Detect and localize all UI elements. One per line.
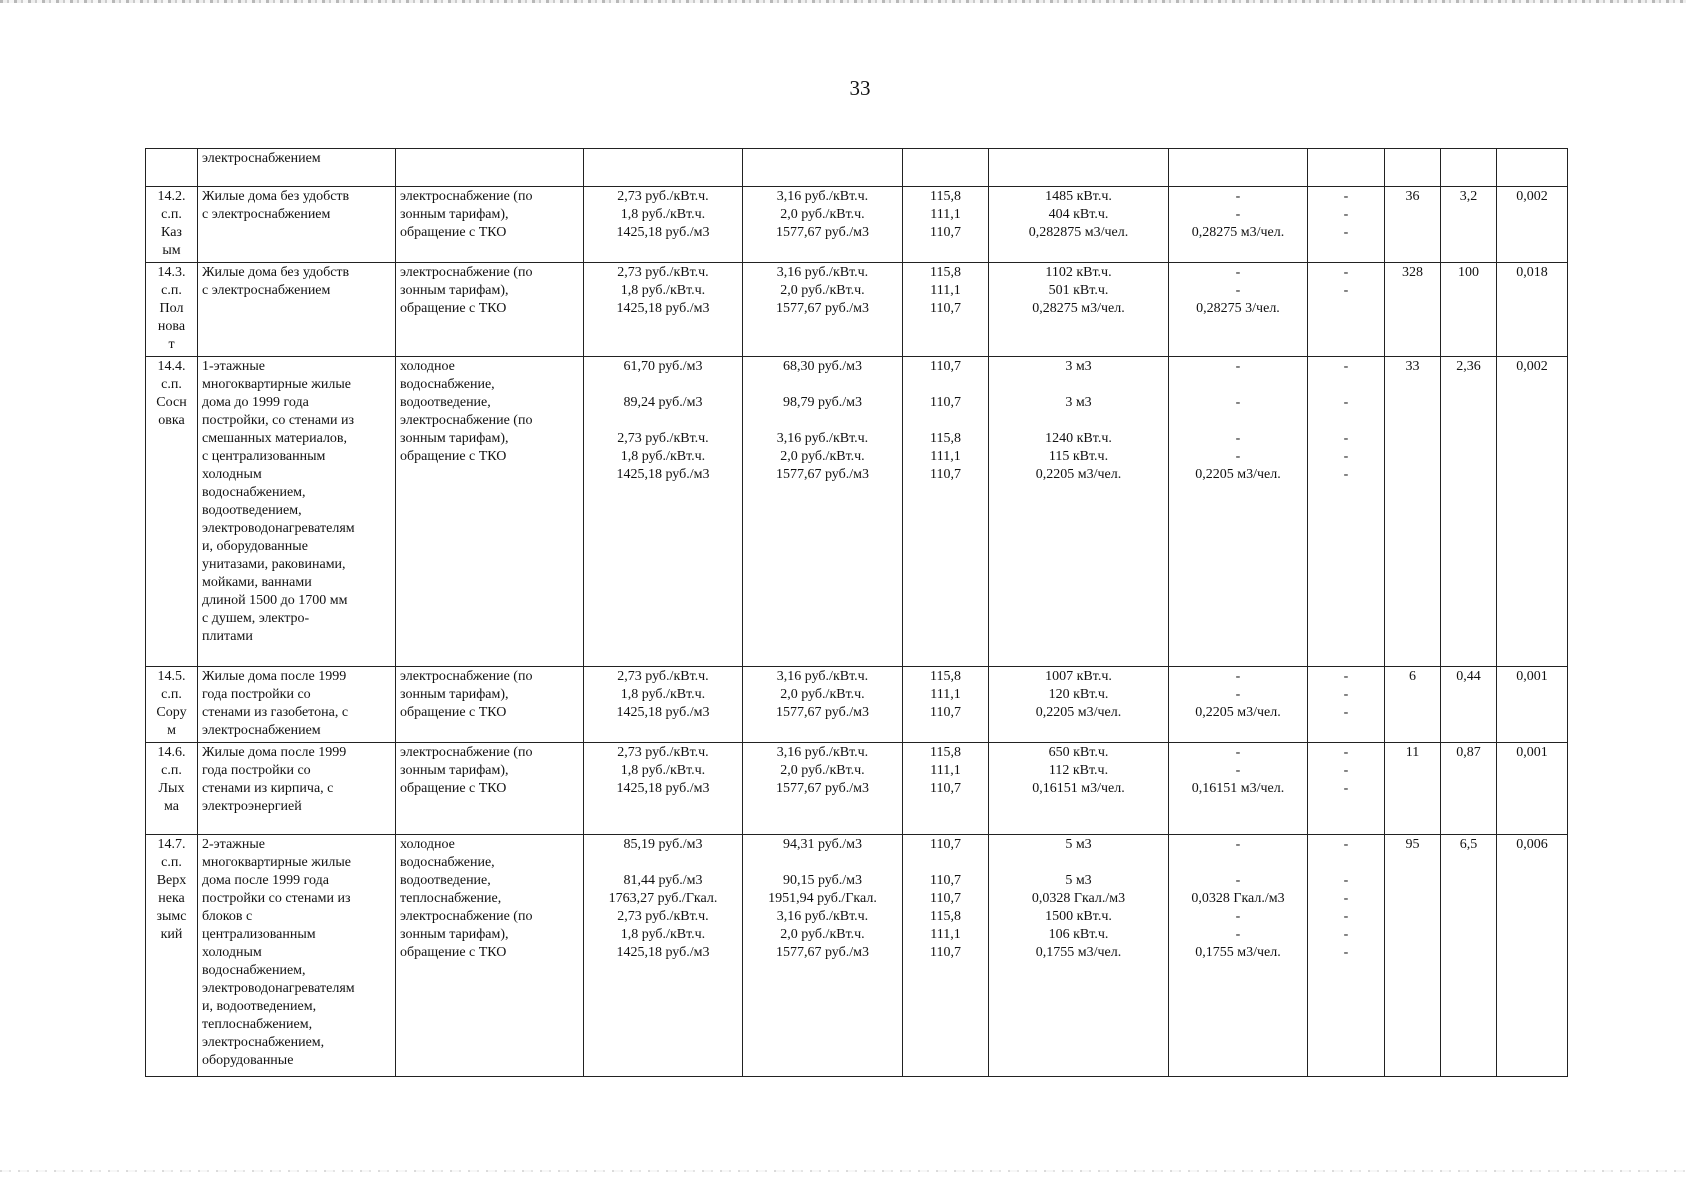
dash-cell: - - -: [1308, 667, 1385, 743]
tariff-new-cell: 94,31 руб./м3 90,15 руб./м3 1951,94 руб./Гкал. 3,16 руб./кВт.ч. 2,0 руб./кВт.ч. 1577,67 руб./м3: [743, 835, 903, 1077]
consumption-norm-alt-cell: - - 0,28275 м3/чел.: [1169, 187, 1308, 263]
index-cell: 115,8 111,1 110,7: [903, 187, 989, 263]
dash-cell: - - - - - -: [1308, 835, 1385, 1077]
tariff-new-cell: 3,16 руб./кВт.ч. 2,0 руб./кВт.ч. 1577,67 руб./м3: [743, 263, 903, 357]
share-cell: 0,006: [1497, 835, 1568, 1077]
consumption-norm-cell: 5 м3 5 м3 0,0328 Гкал./м3 1500 кВт.ч. 106 кВт.ч. 0,1755 м3/чел.: [989, 835, 1169, 1077]
consumption-norm-cell: [989, 149, 1169, 187]
amount-cell: 6,5: [1441, 835, 1497, 1077]
scan-edge-bottom: [0, 1170, 1686, 1172]
people-count-cell: 33: [1385, 357, 1441, 667]
tariff-current-cell: [584, 149, 743, 187]
consumption-norm-cell: 1102 кВт.ч. 501 кВт.ч. 0,28275 м3/чел.: [989, 263, 1169, 357]
utility-services-cell: электроснабжение (по зонным тарифам), обращение с ТКО: [396, 667, 584, 743]
housing-category-cell: электроснабжением: [198, 149, 396, 187]
amount-cell: 100: [1441, 263, 1497, 357]
people-count-cell: 6: [1385, 667, 1441, 743]
consumption-norm-alt-cell: - - 0,0328 Гкал./м3 - - 0,1755 м3/чел.: [1169, 835, 1308, 1077]
row-number-cell: 14.6. с.п. Лых ма: [146, 743, 198, 835]
row-number-cell: 14.4. с.п. Сосн овка: [146, 357, 198, 667]
housing-category-cell: Жилые дома после 1999 года постройки со стенами из кирпича, с электроэнергией: [198, 743, 396, 835]
index-cell: 115,8 111,1 110,7: [903, 263, 989, 357]
housing-category-cell: 1-этажные многоквартирные жилые дома до 1999 года постройки, со стенами из смешанных материалов, с централизованным холодным водоснабжением, водоотведением, электроводонагревателям и, оборудованные унитазами, раковинами, мойками, ваннами длиной 1500 до 1700 мм с душем, электро- плитами: [198, 357, 396, 667]
tariff-new-cell: 3,16 руб./кВт.ч. 2,0 руб./кВт.ч. 1577,67 руб./м3: [743, 743, 903, 835]
consumption-norm-cell: 650 кВт.ч. 112 кВт.ч. 0,16151 м3/чел.: [989, 743, 1169, 835]
housing-category-cell: Жилые дома без удобств с электроснабжением: [198, 187, 396, 263]
tariff-current-cell: 2,73 руб./кВт.ч. 1,8 руб./кВт.ч. 1425,18 руб./м3: [584, 667, 743, 743]
index-cell: 110,7 110,7 110,7 115,8 111,1 110,7: [903, 835, 989, 1077]
utility-services-cell: электроснабжение (по зонным тарифам), обращение с ТКО: [396, 743, 584, 835]
table-row: [146, 835, 1568, 1077]
table-row: [146, 263, 1568, 357]
share-cell: 0,002: [1497, 357, 1568, 667]
tariff-current-cell: 2,73 руб./кВт.ч. 1,8 руб./кВт.ч. 1425,18 руб./м3: [584, 743, 743, 835]
share-cell: 0,001: [1497, 667, 1568, 743]
tariff-new-cell: 3,16 руб./кВт.ч. 2,0 руб./кВт.ч. 1577,67 руб./м3: [743, 667, 903, 743]
table-row: [146, 149, 1568, 187]
scan-edge-top: [0, 0, 1686, 3]
row-number-cell: 14.2. с.п. Каз ым: [146, 187, 198, 263]
index-cell: 110,7 110,7 115,8 111,1 110,7: [903, 357, 989, 667]
tariff-current-cell: 2,73 руб./кВт.ч. 1,8 руб./кВт.ч. 1425,18 руб./м3: [584, 263, 743, 357]
amount-cell: 2,36: [1441, 357, 1497, 667]
index-cell: [903, 149, 989, 187]
tariff-current-cell: 2,73 руб./кВт.ч. 1,8 руб./кВт.ч. 1425,18 руб./м3: [584, 187, 743, 263]
dash-cell: - -: [1308, 263, 1385, 357]
housing-category-cell: Жилые дома после 1999 года постройки со стенами из газобетона, с электроснабжением: [198, 667, 396, 743]
tariff-new-cell: [743, 149, 903, 187]
consumption-norm-cell: 1007 кВт.ч. 120 кВт.ч. 0,2205 м3/чел.: [989, 667, 1169, 743]
row-number-cell: [146, 149, 198, 187]
row-number-cell: 14.5. с.п. Сору м: [146, 667, 198, 743]
dash-cell: [1308, 149, 1385, 187]
dash-cell: - - -: [1308, 743, 1385, 835]
housing-category-cell: 2-этажные многоквартирные жилые дома после 1999 года постройки со стенами из блоков с централизованным холодным водоснабжением, электроводонагревателям и, водоотведением, теплоснабжением, электроснабжением, оборудованные: [198, 835, 396, 1077]
table-row: [146, 667, 1568, 743]
consumption-norm-alt-cell: - - 0,16151 м3/чел.: [1169, 743, 1308, 835]
amount-cell: 0,44: [1441, 667, 1497, 743]
utility-services-cell: холодное водоснабжение, водоотведение, теплоснабжение, электроснабжение (по зонным тарифам), обращение с ТКО: [396, 835, 584, 1077]
page-number: 33: [849, 76, 871, 100]
consumption-norm-alt-cell: - - 0,28275 3/чел.: [1169, 263, 1308, 357]
people-count-cell: [1385, 149, 1441, 187]
utility-services-cell: холодное водоснабжение, водоотведение, электроснабжение (по зонным тарифам), обращение с ТКО: [396, 357, 584, 667]
row-number-cell: 14.7. с.п. Верх нека зымс кий: [146, 835, 198, 1077]
row-number-cell: 14.3. с.п. Пол нова т: [146, 263, 198, 357]
utility-services-cell: электроснабжение (по зонным тарифам), обращение с ТКО: [396, 263, 584, 357]
tariff-current-cell: 61,70 руб./м3 89,24 руб./м3 2,73 руб./кВт.ч. 1,8 руб./кВт.ч. 1425,18 руб./м3: [584, 357, 743, 667]
tariff-new-cell: 68,30 руб./м3 98,79 руб./м3 3,16 руб./кВт.ч. 2,0 руб./кВт.ч. 1577,67 руб./м3: [743, 357, 903, 667]
index-cell: 115,8 111,1 110,7: [903, 743, 989, 835]
share-cell: 0,018: [1497, 263, 1568, 357]
share-cell: 0,002: [1497, 187, 1568, 263]
amount-cell: 0,87: [1441, 743, 1497, 835]
people-count-cell: 11: [1385, 743, 1441, 835]
share-cell: 0,001: [1497, 743, 1568, 835]
people-count-cell: 36: [1385, 187, 1441, 263]
consumption-norm-cell: 1485 кВт.ч. 404 кВт.ч. 0,282875 м3/чел.: [989, 187, 1169, 263]
tariff-norms-table: [145, 148, 1568, 1077]
people-count-cell: 328: [1385, 263, 1441, 357]
table-row: [146, 743, 1568, 835]
dash-cell: - - - - -: [1308, 357, 1385, 667]
utility-services-cell: [396, 149, 584, 187]
share-cell: [1497, 149, 1568, 187]
people-count-cell: 95: [1385, 835, 1441, 1077]
table-row: [146, 187, 1568, 263]
tariff-new-cell: 3,16 руб./кВт.ч. 2,0 руб./кВт.ч. 1577,67 руб./м3: [743, 187, 903, 263]
housing-category-cell: Жилые дома без удобств с электроснабжением: [198, 263, 396, 357]
consumption-norm-cell: 3 м3 3 м3 1240 кВт.ч. 115 кВт.ч. 0,2205 м3/чел.: [989, 357, 1169, 667]
consumption-norm-alt-cell: - - 0,2205 м3/чел.: [1169, 667, 1308, 743]
consumption-norm-alt-cell: - - - - 0,2205 м3/чел.: [1169, 357, 1308, 667]
index-cell: 115,8 111,1 110,7: [903, 667, 989, 743]
amount-cell: [1441, 149, 1497, 187]
table-row: [146, 357, 1568, 667]
utility-services-cell: электроснабжение (по зонным тарифам), обращение с ТКО: [396, 187, 584, 263]
amount-cell: 3,2: [1441, 187, 1497, 263]
tariff-current-cell: 85,19 руб./м3 81,44 руб./м3 1763,27 руб./Гкал. 2,73 руб./кВт.ч. 1,8 руб./кВт.ч. 1425,18 руб./м3: [584, 835, 743, 1077]
dash-cell: - - -: [1308, 187, 1385, 263]
consumption-norm-alt-cell: [1169, 149, 1308, 187]
